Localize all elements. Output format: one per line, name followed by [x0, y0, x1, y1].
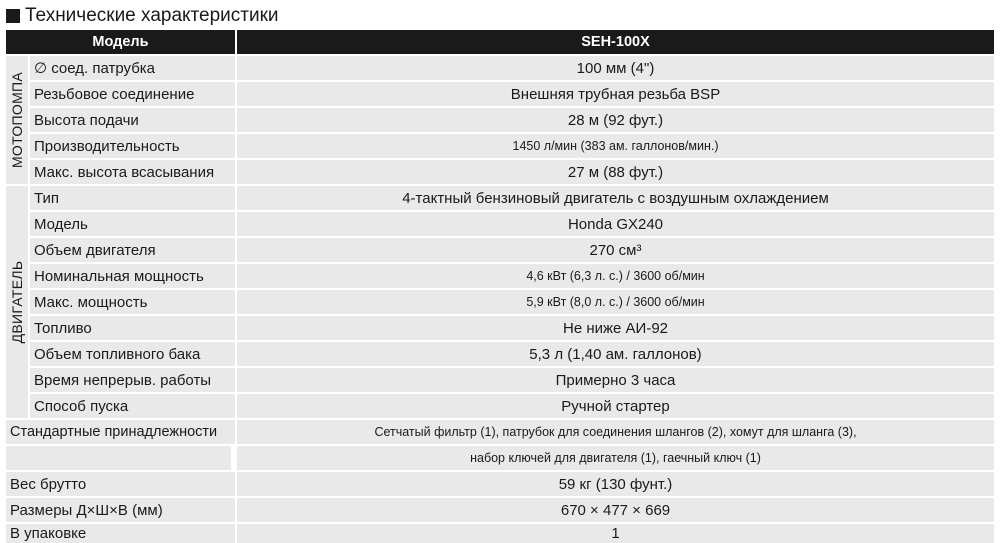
spec-label: В упаковке	[6, 524, 235, 543]
spec-value: 270 см³	[237, 238, 994, 262]
spec-value: 100 мм (4")	[237, 56, 994, 80]
spec-value: 1450 л/мин (383 ам. галлонов/мин.)	[237, 134, 994, 158]
spec-label: Производительность	[30, 134, 235, 158]
spec-label: Вес брутто	[6, 472, 235, 496]
header-model-value: SEH-100X	[237, 30, 994, 54]
spec-value: Внешняя трубная резьба BSP	[237, 82, 994, 106]
spec-value: 27 м (88 фут.)	[237, 160, 994, 184]
section-engine-label: ДВИГАТЕЛЬ	[6, 186, 28, 418]
spec-label: Топливо	[30, 316, 235, 340]
spec-value: 5,9 кВт (8,0 л. с.) / 3600 об/мин	[237, 290, 994, 314]
accessories-value-line1: Сетчатый фильтр (1), патрубок для соединения шлангов (2), хомут для шланга (3),	[237, 420, 994, 444]
spec-label: Тип	[30, 186, 235, 210]
section-pump-label: МОТОПОМПА	[6, 56, 28, 184]
accessories-value-line2: набор ключей для двигателя (1), гаечный ключ (1)	[237, 446, 994, 470]
spec-value: 1	[237, 524, 994, 543]
spec-label: Объем топливного бака	[30, 342, 235, 366]
heading-square-icon	[6, 9, 20, 23]
spec-value: Примерно 3 часа	[237, 368, 994, 392]
spec-value: 28 м (92 фут.)	[237, 108, 994, 132]
spec-value: 4-тактный бензиновый двигатель с воздушным охлаждением	[237, 186, 994, 210]
spec-value: 670 × 477 × 669	[237, 498, 994, 522]
spec-label: Способ пуска	[30, 394, 235, 418]
spec-label: ∅ соед. патрубка	[30, 56, 235, 80]
accessories-label: Стандартные принадлежности	[6, 420, 235, 444]
spec-label: Номинальная мощность	[30, 264, 235, 288]
spec-label: Резьбовое соединение	[30, 82, 235, 106]
spec-label: Высота подачи	[30, 108, 235, 132]
spec-label: Время непрерыв. работы	[30, 368, 235, 392]
page-title: Технические характеристики	[25, 5, 279, 26]
accessories-label-filler	[6, 446, 231, 470]
spec-value: Ручной стартер	[237, 394, 994, 418]
page-heading	[6, 4, 279, 28]
spec-label: Макс. мощность	[30, 290, 235, 314]
spec-value: Honda GX240	[237, 212, 994, 236]
spec-label: Объем двигателя	[30, 238, 235, 262]
spec-value: 5,3 л (1,40 ам. галлонов)	[237, 342, 994, 366]
header-label: Модель	[6, 30, 235, 54]
spec-value: Не ниже АИ-92	[237, 316, 994, 340]
spec-value: 59 кг (130 фунт.)	[237, 472, 994, 496]
spec-value: 4,6 кВт (6,3 л. с.) / 3600 об/мин	[237, 264, 994, 288]
spec-label: Размеры Д×Ш×В (мм)	[6, 498, 235, 522]
spec-label: Модель	[30, 212, 235, 236]
spec-label: Макс. высота всасывания	[30, 160, 235, 184]
